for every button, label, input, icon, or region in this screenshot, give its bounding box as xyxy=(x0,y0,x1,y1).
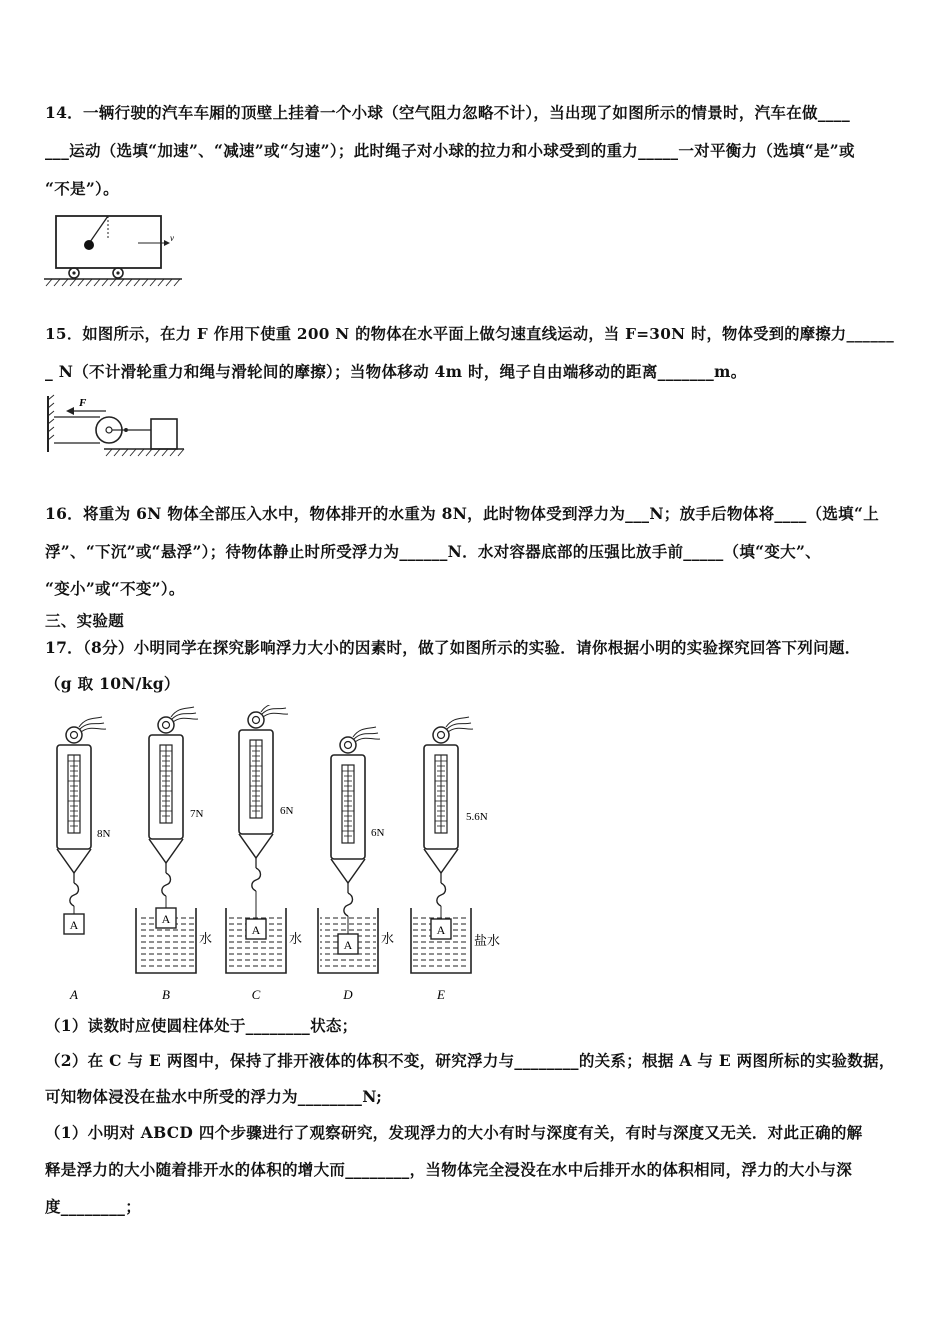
q17-sub-2b: 可知物体浸没在盐水中所受的浮力为________N; xyxy=(45,1087,383,1106)
caption-e: E xyxy=(437,987,445,1002)
q15-line-1: 15．如图所示，在力 F 作用下使重 200 N 的物体在水平面上做匀速直线运动，当 F=30N 时，物体受到的摩擦力______ xyxy=(45,325,894,343)
reading-c: 6N xyxy=(280,805,294,817)
block-e-label: A xyxy=(436,923,446,937)
velocity-label: v xyxy=(170,233,174,243)
q17-line-1: 17．（8分）小明同学在探究影响浮力大小的因素时，做了如图所示的实验．请你根据小明的实验探究回答下列问题． xyxy=(45,638,861,657)
block-b-label: A xyxy=(161,912,171,926)
q17-sub-1: （1）读数时应使圆柱体处于________状态； xyxy=(45,1016,358,1035)
q17-sub-3c: 度________； xyxy=(45,1197,142,1216)
liquid-b: 水 xyxy=(199,931,213,946)
q14-line-2: ___运动（选填“加速”、“减速”或“匀速”）；此时绳子对小球的拉力和小球受到的重力_____一对平衡力（选填“是”或 xyxy=(45,141,855,160)
car-pendulum-figure xyxy=(44,210,184,290)
q16-line-2: 浮”、“下沉”或“悬浮”）；待物体静止时所受浮力为______N．水对容器底部的压强比放手前_____（填“变大”、 xyxy=(45,542,821,561)
caption-c: C xyxy=(251,987,261,1002)
q17-sub-3a: （1）小明对 ABCD 四个步骤进行了观察研究，发现浮力的大小有时与深度有关，有时与深度又无关．对此正确的解 xyxy=(45,1123,863,1142)
section-heading: 三、实验题 xyxy=(45,611,125,630)
reading-d: 6N xyxy=(371,827,385,839)
block-d-label: A xyxy=(343,938,353,952)
force-label: F xyxy=(79,397,87,409)
liquid-d: 水 xyxy=(381,931,395,946)
q14-line-3: “不是”）。 xyxy=(45,179,119,198)
q15-line-2: _ N（不计滑轮重力和绳与滑轮间的摩擦）；当物体移动 4m 时，绳子自由端移动的距离_______m。 xyxy=(45,362,747,381)
reading-a: 8N xyxy=(97,828,111,840)
pulley-figure xyxy=(44,392,194,467)
q16-line-1: 16．将重为 6N 物体全部压入水中，物体排开的水重为 8N，此时物体受到浮力为___N；放手后物体将____（选填“上 xyxy=(45,504,880,523)
q17-line-2: （g 取 10N/kg） xyxy=(45,674,180,693)
block-c-label: A xyxy=(251,923,261,937)
liquid-c: 水 xyxy=(289,931,303,946)
spring-scale-figure xyxy=(44,705,524,1005)
block-a-label: A xyxy=(69,918,79,932)
q14-line-1: 14．一辆行驶的汽车车厢的顶壁上挂着一个小球（空气阻力忽略不计），当出现了如图所示的情景时，汽车在做____ xyxy=(45,103,851,122)
caption-d: D xyxy=(343,987,353,1002)
reading-e: 5.6N xyxy=(466,811,488,823)
q17-sub-3b: 释是浮力的大小随着排开水的体积的增大而________，当物体完全浸没在水中后排开水的体积相同，浮力的大小与深 xyxy=(45,1160,853,1179)
q16-line-3: “变小”或“不变”）。 xyxy=(45,579,185,598)
caption-b: B xyxy=(162,987,170,1002)
caption-a: A xyxy=(70,987,78,1002)
liquid-e: 盐水 xyxy=(474,933,501,948)
q17-sub-2a: （2）在 C 与 E 两图中，保持了排开液体的体积不变，研究浮力与________的关系；根据 A 与 E 两图所标的实验数据， xyxy=(45,1051,895,1070)
reading-b: 7N xyxy=(190,808,204,820)
